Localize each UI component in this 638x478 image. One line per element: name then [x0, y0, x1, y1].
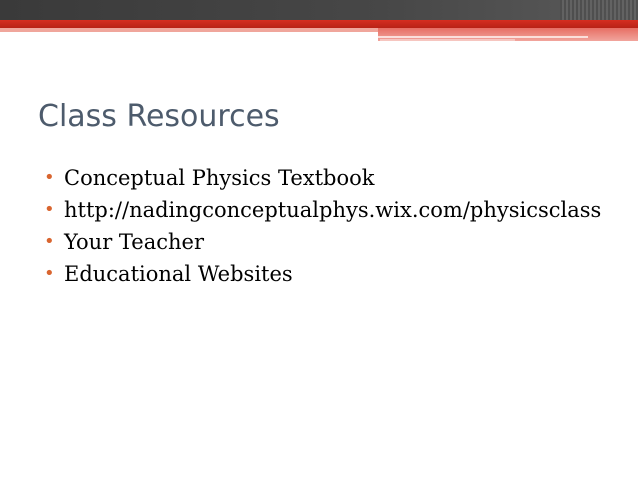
bullet-link-text[interactable]: http://nadingconceptualphys.wix.com/physicsclass: [64, 198, 602, 222]
bullet-text: Your Teacher: [64, 230, 204, 254]
header-highlight-line: [378, 36, 588, 38]
bullet-list: [44, 162, 634, 290]
slide-title: Class Resources: [38, 99, 280, 134]
bullet-dot-icon: •: [44, 231, 55, 252]
header-stripe-texture: [560, 0, 638, 20]
header-highlight-line-2: [380, 39, 515, 41]
bullet-item: [44, 194, 634, 226]
header-dark-band: [0, 0, 638, 20]
bullet-dot-icon: •: [44, 199, 55, 220]
bullet-text: Educational Websites: [64, 262, 293, 286]
bullet-dot-icon: •: [44, 167, 55, 188]
bullet-text: Conceptual Physics Textbook: [64, 166, 375, 190]
header-salmon-band: [0, 28, 378, 32]
bullet-item: [44, 162, 634, 194]
bullet-item: [44, 226, 634, 258]
header-red-band: [0, 20, 638, 28]
bullet-dot-icon: •: [44, 263, 55, 284]
bullet-item: [44, 258, 634, 290]
